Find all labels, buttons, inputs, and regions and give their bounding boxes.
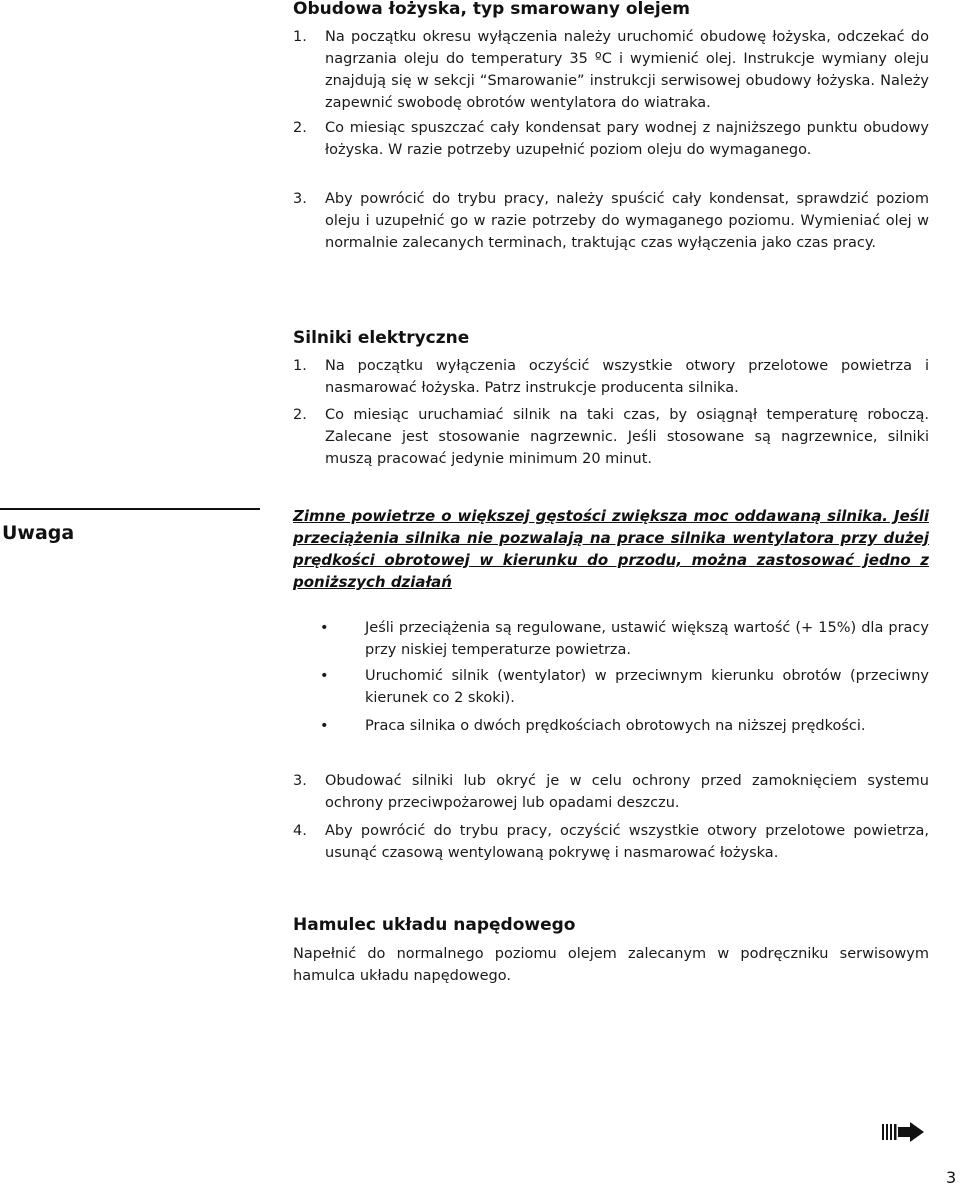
list-item [293, 770, 929, 814]
section-title-oil-bearing: Obudowa łożyska, typ smarowany olejem [293, 0, 690, 19]
bullet-icon: • [320, 718, 329, 734]
item-text: Na początku wyłączenia oczyścić wszystkie otwory przelotowe powietrza i nasmarować łożyska. Patrz instrukcje producenta silnika. [325, 358, 929, 396]
bullet-icon: • [320, 668, 329, 684]
item-number: 2. [293, 120, 307, 136]
bullet-item [320, 715, 929, 737]
item-text: Aby powrócić do trybu pracy, należy spuścić cały kondensat, sprawdzić poziom oleju i uzupełnić go w razie potrzeby do wymaganego poziomu. Wymieniać olej w normalnie zalecanych terminach, traktując czas wyłączenia jako czas pracy. [325, 191, 929, 251]
list-item [293, 355, 929, 399]
bullet-item [320, 617, 929, 661]
item-number: 3. [293, 773, 307, 789]
list-item [293, 26, 929, 114]
item-number: 1. [293, 29, 307, 45]
list-item [293, 117, 929, 161]
bullet-item [320, 665, 929, 709]
item-text: Obudować silniki lub okryć je w celu ochrony przed zamoknięciem systemu ochrony przeciwpożarowej lub opadami deszczu. [325, 773, 929, 811]
item-text: Aby powrócić do trybu pracy, oczyścić wszystkie otwory przelotowe powietrza, usunąć czasową wentylowaną pokrywę i nasmarować łożyska. [325, 823, 929, 861]
note-divider [0, 508, 260, 510]
bullet-text: Praca silnika o dwóch prędkościach obrotowych na niższej prędkości. [365, 718, 866, 734]
brake-text: Napełnić do normalnego poziomu olejem zalecanym w podręczniku serwisowym hamulca układu napędowego. [293, 946, 929, 984]
section-title-motors: Silniki elektryczne [293, 328, 470, 348]
item-number: 1. [293, 358, 307, 374]
item-number: 3. [293, 191, 307, 207]
page-number: 3 [946, 1168, 957, 1187]
note-label: Uwaga [2, 522, 75, 544]
list-item [293, 820, 929, 864]
item-number: 4. [293, 823, 307, 839]
note-warning: Zimne powietrze o większej gęstości zwiększa moc oddawaną silnika. Jeśli przeciążenia silnika nie pozwalają na prace silnika wentylatora przy dużej prędkości obrotowej w kierunku do przodu, można zastosować jedno z poniższych działań [293, 507, 929, 591]
section-title-brake: Hamulec układu napędowego [293, 915, 576, 935]
list-item [293, 404, 929, 470]
continue-arrow-icon [880, 1121, 926, 1143]
list-item [293, 188, 929, 254]
bullet-icon: • [320, 620, 329, 636]
bullet-text: Jeśli przeciążenia są regulowane, ustawić większą wartość (+ 15%) dla pracy przy niskiej temperaturze powietrza. [365, 620, 929, 658]
item-number: 2. [293, 407, 307, 423]
item-text: Na początku okresu wyłączenia należy uruchomić obudowę łożyska, odczekać do nagrzania oleju do temperatury 35 ºC i wymienić olej. Instrukcje wymiany oleju znajdują się w sekcji “Smarowanie” instrukcji serwisowej obudowy łożyska. Należy zapewnić swobodę obrotów wentylatora do wiatraka. [325, 29, 929, 111]
bullet-text: Uruchomić silnik (wentylator) w przeciwnym kierunku obrotów (przeciwny kierunek co 2 skoki). [365, 668, 929, 706]
item-text: Co miesiąc spuszczać cały kondensat pary wodnej z najniższego punktu obudowy łożyska. W razie potrzeby uzupełnić poziom oleju do wymaganego. [325, 120, 929, 158]
item-text: Co miesiąc uruchamiać silnik na taki czas, by osiągnął temperaturę roboczą. Zalecane jest stosowanie nagrzewnic. Jeśli stosowane są nagrzewnice, silniki muszą pracować jedynie minimum 20 minut. [325, 407, 929, 467]
